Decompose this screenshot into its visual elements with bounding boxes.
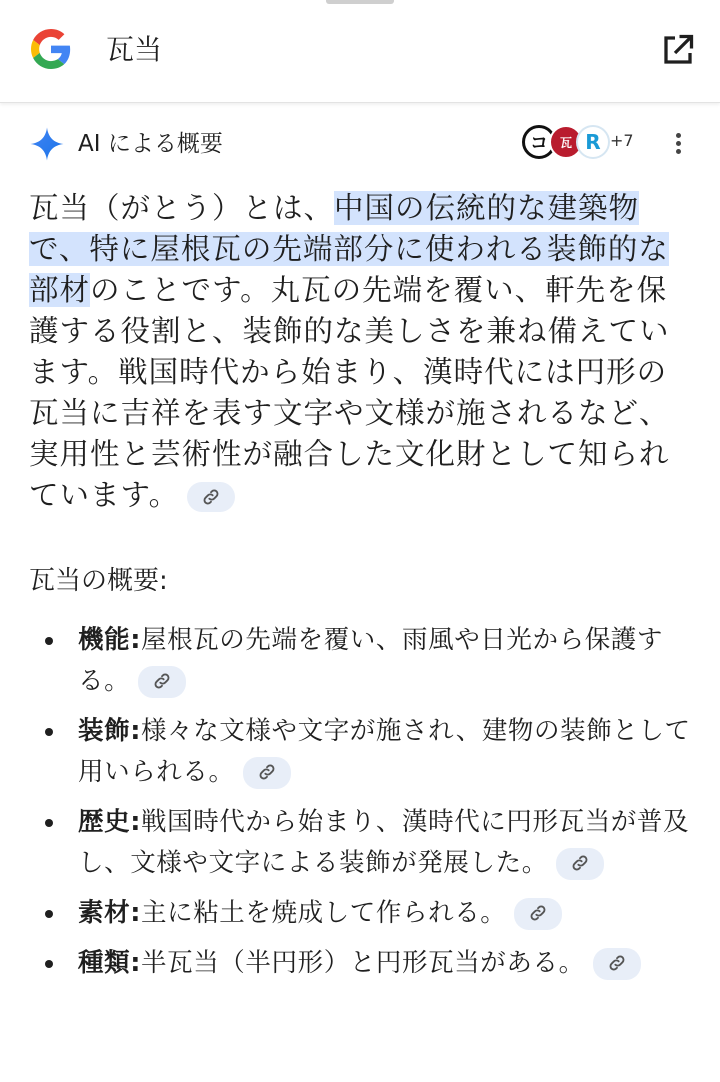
bullet-text: 主に粘土を焼成して作られる。 [141,898,507,928]
google-g-icon[interactable] [31,29,71,69]
list-item [29,620,695,702]
bullet-dot [45,910,53,918]
list-item [29,802,695,884]
source-link-button[interactable] [514,898,562,930]
bullet-dot [45,728,53,736]
bullet-term: 機能: [78,625,141,655]
bullet-text: 様々な文様や文字が施され、建物の装飾として用いられる。 [78,716,691,787]
source-avatar[interactable]: R [576,125,610,159]
overview-bullet-list [29,620,695,993]
link-icon [201,487,221,507]
list-item [29,943,695,984]
source-link-button[interactable] [593,948,641,980]
link-icon [570,853,590,873]
link-icon [607,953,627,973]
source-avatar[interactable]: コ [522,125,556,159]
overview-section-title: 瓦当の概要: [29,566,168,596]
bullet-text: 戦国時代から始まり、漢時代に円形瓦当が普及し、文様や文字による装飾が発展した。 [78,807,690,878]
summary-lead: 瓦当（がとう）とは、 [29,191,335,225]
source-link-button[interactable] [138,666,186,698]
ai-summary-text [29,188,695,516]
summary-highlight[interactable]: 中国の伝統的な建築物で、特に屋根瓦の先端部分に使われる装飾的な部材 [29,191,669,307]
bullet-text: 屋根瓦の先端を覆い、雨風や日光から保護する。 [78,625,664,696]
link-icon [528,903,548,923]
bullet-term: 装飾: [78,716,141,746]
source-link-button[interactable] [187,482,235,512]
bullet-term: 種類: [78,948,141,978]
source-link-button[interactable] [556,848,604,880]
more-vert-icon[interactable] [666,130,690,158]
bullet-text: 半瓦当（半円形）と円形瓦当がある。 [141,948,585,978]
open-in-new-icon[interactable] [660,32,696,68]
link-icon [257,762,277,782]
link-icon [152,671,172,691]
source-avatar[interactable]: 瓦 [549,125,583,159]
bullet-dot [45,819,53,827]
more-sources-count[interactable]: +7 [610,131,634,150]
source-link-button[interactable] [243,757,291,789]
bullet-term: 歴史: [78,807,141,837]
bullet-dot [45,637,53,645]
ai-overview-header [0,118,720,170]
search-query[interactable]: 瓦当 [106,33,163,66]
bullet-dot [45,960,53,968]
source-avatars[interactable] [522,125,672,163]
summary-rest: のことです。丸瓦の先端を覆い、軒先を保護する役割と、装飾的な美しさを兼ね備えています。戦国時代から始まり、漢時代には円形の瓦当に吉祥を表す文字や文様が施されるなど、実用性と芸術性が融合した文化財として知られています。 [29,273,670,512]
sparkle-icon [29,126,65,162]
list-item [29,893,695,934]
ai-overview-label: AI による概要 [78,131,223,157]
list-item [29,711,695,793]
bullet-term: 素材: [78,898,141,928]
search-header [0,0,720,103]
